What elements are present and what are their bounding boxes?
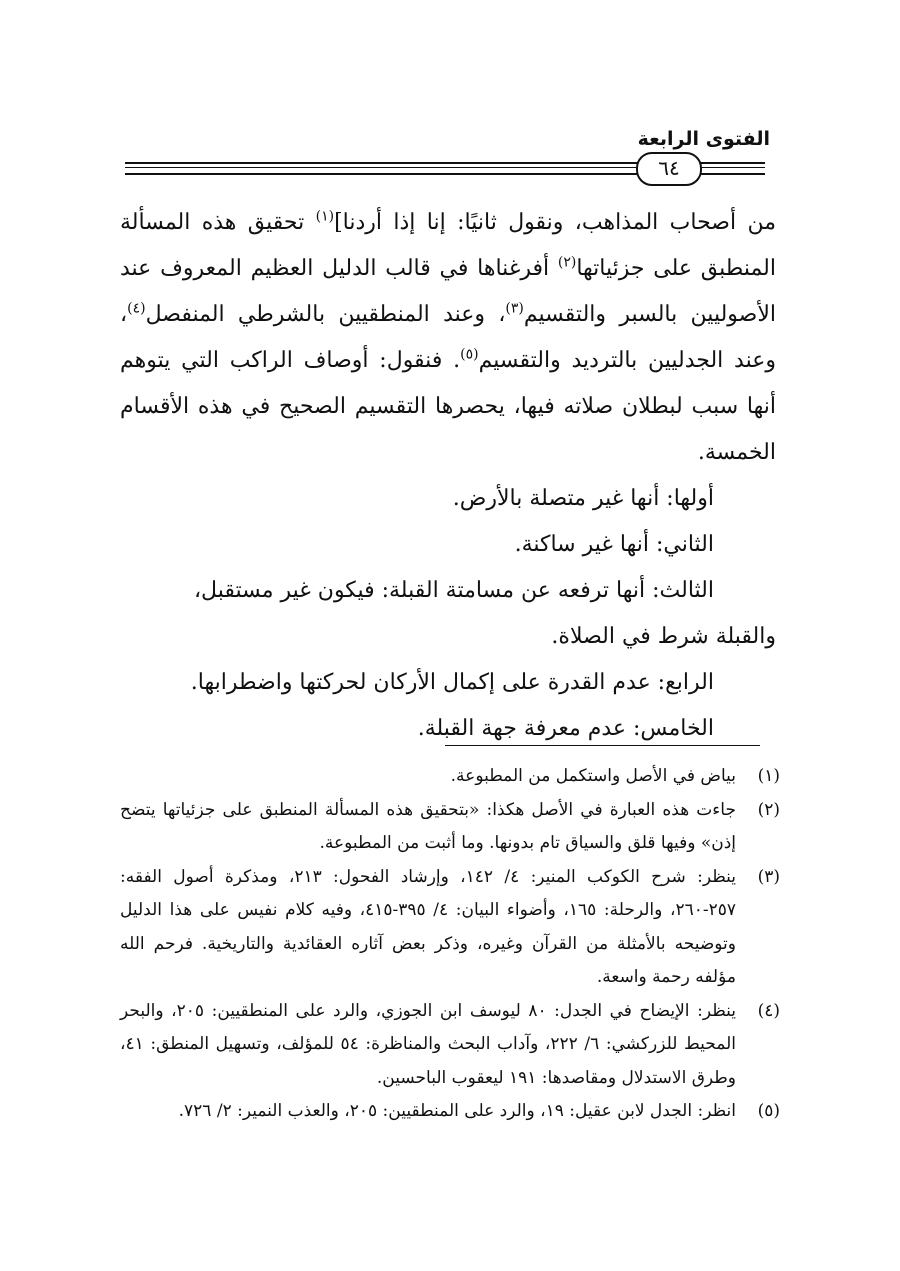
footnote-number: (١) [757,766,780,786]
paragraph-text: تحقيق هذه المسألة المنطبق على جزئياتها [120,210,776,281]
list-item-continuation: والقبلة شرط في الصلاة. [551,624,776,649]
page-number: ٦٤ [636,152,702,186]
footnote-text: ينظر: الإيضاح في الجدل: ٨٠ ليوسف ابن الجوزي، والرد على المنطقيين: ٢٠٥، والبحر المحيط للزركشي: ٦/ ٢٢٢، وآداب البحث والمناظرة: ٥٤ للمؤلف، وتسهيل المنطق: ٤١، وطرق الاستدلال ومقاصدها: ١٩١ ليعقوب الباحسين. [120,1000,736,1088]
paragraph-text: أفرغناها في قالب الدليل العظيم المعروف عند الأصوليين بالسبر والتقسيم [120,256,776,327]
footnote-marker: (٢) [557,254,577,271]
list-item: الرابع: عدم القدرة على إكمال الأركان لحركتها واضطرابها. [190,670,714,695]
footnote-marker: (٤) [127,300,146,317]
paragraph-text: ، وعند الجدليين بالترديد والتقسيم [120,302,776,373]
footnote [120,760,780,794]
footnotes [120,760,780,1129]
footnote-number: (٢) [757,799,780,820]
paragraph [120,200,776,476]
footnote [120,995,780,1096]
paragraph-text: ، وعند المنطقيين بالشرطي المنفصل [145,302,506,327]
list-item: الثاني: أنها غير ساكنة. [514,532,714,557]
footnote-number: (٥) [757,1101,780,1121]
footnote-number: (٤) [757,1000,780,1021]
footnote-text: جاءت هذه العبارة في الأصل هكذا: «بتحقيق هذه المسألة المنطبق على جزئياتها يتضح إذن» وفيها قلق والسياق تام بدونها. وما أثبت من المطبوعة. [120,799,736,853]
footnote [120,861,780,995]
footnote-separator [445,745,760,746]
paragraph-text: من أصحاب المذاهب، ونقول ثانيًا: إنا إذا أردنا] [334,210,776,235]
list-item: الخامس: عدم معرفة جهة القبلة. [417,716,714,741]
footnote-number: (٣) [757,866,780,887]
list-item: الثالث: أنها ترفعه عن مسامتة القبلة: فيكون غير مستقبل، [193,578,714,603]
running-header-title: الفتوى الرابعة [637,128,770,150]
footnote [120,794,780,861]
footnote-marker: (٥) [460,346,479,363]
footnote-marker: (٣) [505,300,524,317]
footnote-text: بياض في الأصل واستكمل من المطبوعة. [450,766,736,786]
footnote-text: انظر: الجدل لابن عقيل: ١٩، والرد على المنطقيين: ٢٠٥، والعذب النمير: ٢/ ٧٢٦. [178,1101,736,1121]
list-item: أولها: أنها غير متصلة بالأرض. [452,486,714,511]
footnote-text: ينظر: شرح الكوكب المنير: ٤/ ١٤٢، وإرشاد الفحول: ٢١٣، ومذكرة أصول الفقه: ٢٥٧-٢٦٠، والرحلة: ١٦٥، وأضواء البيان: ٤/ ٣٩٥-٤١٥، وفيه كلام نفيس على هذا الدليل وتوضيحه بالأمثلة من القرآن وغيره، وذكر بعض آثاره العقائدية والتاريخية. فرحم الله مؤلفه رحمة واسعة. [120,866,736,987]
main-text [120,200,776,752]
footnote [120,1095,780,1129]
footnote-marker: (١) [315,208,335,225]
paragraph-text: . فنقول: أوصاف الراكب التي يتوهم أنها سبب لبطلان صلاته فيها، يحصرها التقسيم الصحيح في هذه الأقسام الخمسة. [120,348,776,465]
